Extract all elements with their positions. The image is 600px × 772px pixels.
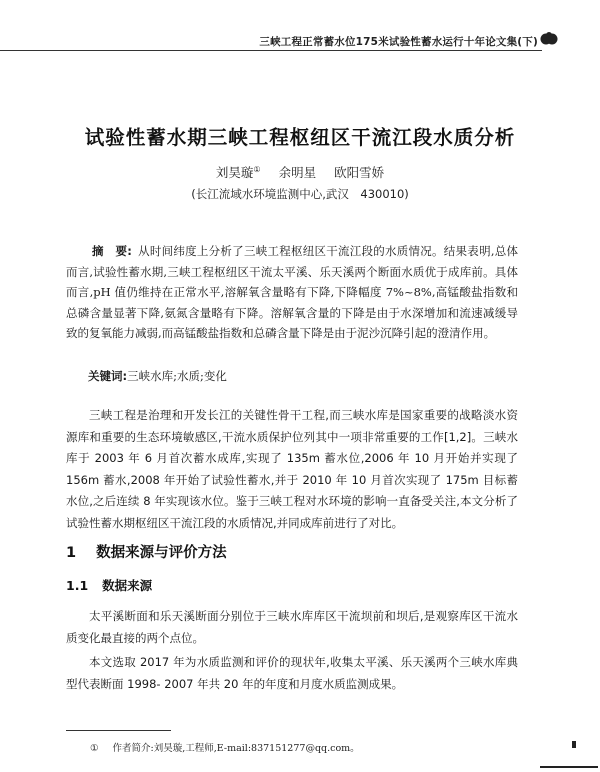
author-name: 刘昊璇①: [215, 164, 261, 180]
body-paragraph: 太平溪断面和乐天溪断面分别位于三峡水库库区干流坝前和坝后,是观察库区干流水质变化最直接的两个点位。: [66, 609, 518, 645]
publisher-logo-icon: [540, 30, 558, 48]
scan-speck: [572, 741, 576, 748]
footnote-text: 作者简介:刘昊璇,工程师,E-mail:837151277@qq.com。: [112, 743, 360, 754]
running-title: 三峡工程正常蓄水位175米试验性蓄水运行十年论文集(下): [259, 36, 538, 48]
subsection-heading: [66, 576, 152, 594]
affiliation: (长江流域水环境监测中心,武汉 430010): [191, 187, 409, 201]
scan-speck: [540, 766, 598, 768]
author-name: 欧阳雪娇: [334, 165, 385, 180]
keywords-text: 三峡水库;水质;变化: [127, 369, 227, 383]
header-rule: [0, 50, 542, 51]
author-list: [0, 163, 600, 181]
intro-paragraph: 三峡工程是治理和开发长江的关键性骨干工程,而三峡水库是国家重要的战略淡水资源库和重要的生态环境敏感区,干流水质保护位列其中一项非常重要的工作[1,2]。三峡水库于 2003 年 6 月首次蓄水成库,实现了 135m 蓄水位,2006 年 10 月开始并实现了156m 蓄水,2008 年开始了试验性蓄水,并于 2010 年 10 月首次实现了 175m 目标蓄水位,之后连续 8 年实现该水位。鉴于三峡工程对水环境的影响一直备受关注,本文分析了试验性蓄水期枢纽区干流江段的水质情况,并同成库前进行了对比。: [66, 408, 518, 530]
footnote-rule: [66, 730, 171, 731]
running-header: [0, 0, 600, 60]
keywords: [88, 368, 518, 384]
section-heading: [66, 541, 227, 562]
subsection-number: 1.1: [66, 578, 89, 593]
subsection-title: 数据来源: [102, 578, 153, 593]
abstract: [66, 241, 518, 344]
keywords-label: 关键词:: [88, 369, 128, 383]
article-title: 试验性蓄水期三峡工程枢纽区干流江段水质分析: [84, 126, 516, 149]
footnote: [90, 740, 520, 754]
author-name: 余明星: [278, 165, 317, 180]
footnote-mark: ①: [90, 743, 99, 754]
body-paragraph: 本文选取 2017 年为水质监测和评价的现状年,收集太平溪、乐天溪两个三峡水库典型代表断面 1998- 2007 年共 20 年的年度和月度水质监测成果。: [66, 655, 518, 691]
section-number: 1: [66, 545, 77, 561]
abstract-text: 从时间纬度上分析了三峡工程枢纽区干流江段的水质情况。结果表明,总体而言,试验性蓄水期,三峡工程枢纽区干流太平溪、乐天溪两个断面水质优于成库前。具体而言,pH 值仍维持在正常水平,溶解氧含量略有下降,下降幅度 7%~8%,高锰酸盐指数和总磷含量显著下降,氨氮含量略有下降。溶解氧含量的下降是由于水深增加和流速减缓导致的复氧能力减弱,而高锰酸盐指数和总磷含量下降是由于泥沙沉降引起的澄清作用。: [66, 244, 518, 340]
section-title: 数据来源与评价方法: [96, 545, 227, 561]
abstract-label: 摘 要:: [92, 244, 132, 258]
